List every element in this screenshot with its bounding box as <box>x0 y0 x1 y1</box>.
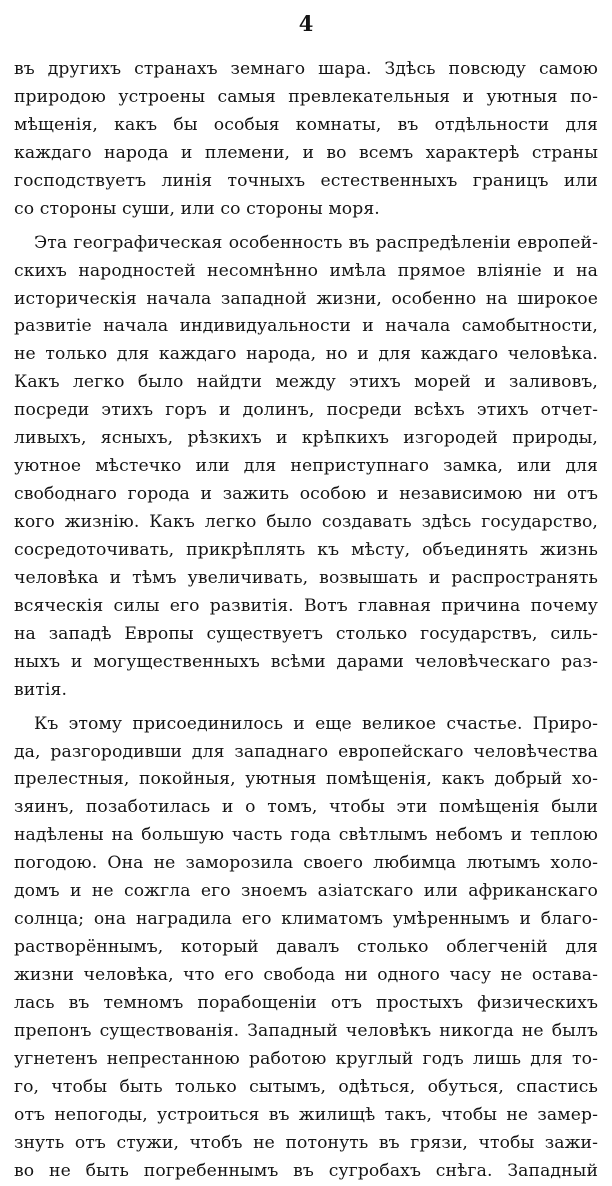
text-line: скихъ народностей несомнѣнно имѣла прямое вліяніе и на <box>14 260 598 281</box>
text-line: солнца; она наградила его климатомъ умѣреннымъ и благо- <box>14 909 598 930</box>
text-line: отъ непогоды, устроиться въ жилищѣ такъ, чтобы не замер- <box>14 1104 598 1125</box>
text-line: господствуетъ линія точныхъ естественныхъ границъ или <box>14 170 598 191</box>
text-line: надѣлены на большую часть года свѣтлымъ небомъ и теплою <box>14 825 598 846</box>
text-line: Какъ легко было найдти между этихъ морей и заливовъ, <box>14 372 598 393</box>
text-line: го, чтобы быть только сытымъ, одѣться, обуться, спастись <box>14 1076 598 1097</box>
text-line: прелестныя, покойныя, уютныя помѣщенія, какъ добрый хо- <box>14 769 598 790</box>
text-line: лась въ темномъ порабощеніи отъ простыхъ физическихъ <box>14 992 598 1013</box>
text-line: домъ и не сожгла его зноемъ азіатскаго или африканскаго <box>14 881 598 902</box>
text-line: уютное мѣстечко или для неприступнаго замка, или для <box>14 456 598 477</box>
text-line: Къ этому присоединилось и еще великое счастье. Приро- <box>34 713 598 734</box>
text-line: природою устроены самыя превлекательныя и уютныя по- <box>14 86 598 107</box>
text-line: жизни человѣка, что его свобода ни одного часу не остава- <box>14 965 598 985</box>
text-line: каждаго народа и племени, и во всемъ характерѣ страны <box>14 142 598 163</box>
text-line: зяинъ, позаботилась и о томъ, чтобы эти помѣщенія были <box>14 797 598 818</box>
text-line: свободнаго города и зажить особою и независимою ни отъ <box>14 484 598 505</box>
text-line: человѣка и тѣмъ увеличивать, возвышать и распространять <box>14 567 598 588</box>
text-line: погодою. Она не заморозила своего любимца лютымъ холо- <box>14 853 598 874</box>
text-line: угнетенъ непрестанною работою круглый годъ лишь для то- <box>14 1048 598 1069</box>
text-line: со стороны суши, или со стороны моря. <box>14 198 380 219</box>
paragraph-3 <box>14 711 598 1186</box>
text-line: ныхъ и могущественныхъ всѣми дарами человѣческаго раз- <box>14 651 598 672</box>
text-line: сосредоточивать, прикрѣплять къ мѣсту, объединять жизнь <box>14 539 598 560</box>
text-line: витія. <box>14 679 68 700</box>
paragraph-2 <box>14 230 598 705</box>
text-line: кого жизнію. Какъ легко было создавать здѣсь государство, <box>14 512 598 532</box>
page-number: 4 <box>298 11 314 36</box>
text-line: да, разгородивши для западнаго европейскаго человѣчества <box>14 741 598 762</box>
text-line: не только для каждаго народа, но и для каждаго человѣка. <box>14 344 598 365</box>
text-line: препонъ существованія. Западный человѣкъ никогда не былъ <box>14 1020 598 1041</box>
text-line: знуть отъ стужи, чтобъ не потонуть въ грязи, чтобы зажи- <box>14 1132 598 1153</box>
text-line: историческія начала западной жизни, особенно на широкое <box>14 288 598 309</box>
paragraph-1 <box>14 56 598 224</box>
text-line: посреди этихъ горъ и долинъ, посреди всѣхъ этихъ отчет- <box>14 400 598 421</box>
text-line: мѣщенія, какъ бы особыя комнаты, въ отдѣльности для <box>14 114 598 135</box>
text-line: во не быть погребеннымъ въ сугробахъ снѣга. Западный <box>14 1160 598 1181</box>
text-line: развитіе начала индивидуальности и начала самобытности, <box>14 316 598 337</box>
text-line: въ другихъ странахъ земнаго шара. Здѣсь повсюду самою <box>14 59 598 79</box>
text-line: Эта географическая особенность въ распредѣленіи европей- <box>34 232 598 253</box>
text-line: растворённымъ, который давалъ столько облегченій для <box>14 937 598 958</box>
text-line: на западѣ Европы существуетъ столько государствъ, силь- <box>14 623 598 644</box>
text-line: всяческія силы его развитія. Вотъ главная причина почему <box>14 595 598 616</box>
body-text <box>14 56 598 1186</box>
text-line: ливыхъ, ясныхъ, рѣзкихъ и крѣпкихъ изгородей природы, <box>14 428 598 449</box>
